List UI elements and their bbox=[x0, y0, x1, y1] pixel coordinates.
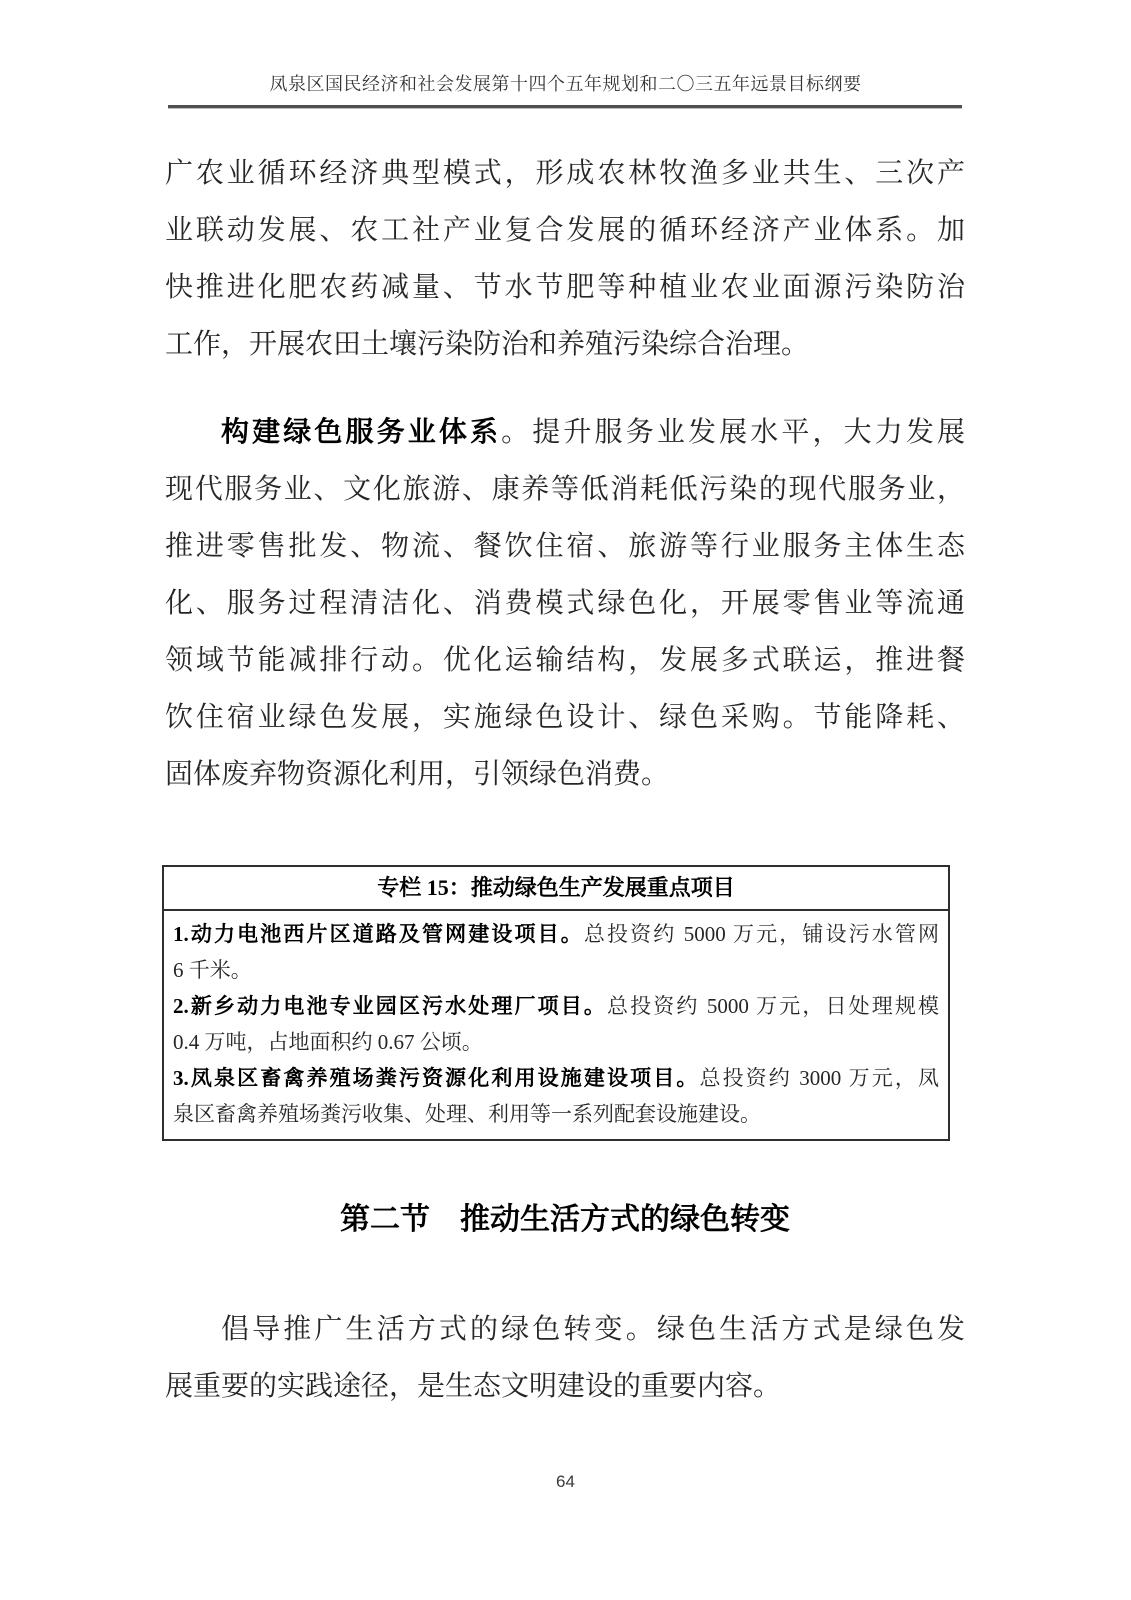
panel-body bbox=[164, 911, 948, 1139]
running-header bbox=[0, 0, 1131, 96]
text-line bbox=[165, 746, 965, 803]
section-heading: 第二节 推动生活方式的绿色转变 bbox=[340, 1203, 790, 1236]
text-line bbox=[165, 316, 965, 373]
paragraph-circular-agriculture bbox=[165, 145, 965, 373]
panel-title: 专栏 15：推动绿色生产发展重点项目 bbox=[164, 867, 948, 911]
line-text: 固体废弃物资源化利用，引领绿色消费。 bbox=[165, 759, 670, 790]
paragraph-green-lifestyle bbox=[165, 1301, 965, 1415]
bold-lead-text: 2.新乡动力电池专业园区污水处理厂项目。 bbox=[173, 994, 607, 1018]
text-line bbox=[165, 404, 965, 461]
text-line bbox=[165, 1301, 965, 1358]
text-line bbox=[165, 461, 965, 518]
line-text: 现代服务业、文化旅游、康养等低消耗低污染的现代服务业， bbox=[165, 474, 965, 505]
header-rule bbox=[168, 105, 962, 109]
line-text: 饮住宿业绿色发展，实施绿色设计、绿色采购。节能降耗、 bbox=[165, 702, 965, 733]
bold-lead-text: 3.凤泉区畜禽养殖场粪污资源化利用设施建设项目。 bbox=[173, 1066, 700, 1090]
line-text: 总投资约 3000 万元，凤 bbox=[699, 1066, 940, 1090]
line-text: 推进零售批发、物流、餐饮住宿、旅游等行业服务主体生态 bbox=[165, 531, 965, 562]
line-text: 领域节能减排行动。优化运输结构，发展多式联运，推进餐 bbox=[165, 645, 965, 676]
page-footer bbox=[0, 1472, 1131, 1492]
text-line bbox=[165, 1358, 965, 1415]
page-content bbox=[165, 145, 965, 1415]
text-line bbox=[173, 988, 939, 1024]
column-box-15 bbox=[162, 865, 950, 1141]
text-line bbox=[165, 689, 965, 746]
text-line bbox=[173, 952, 939, 988]
page-number: 64 bbox=[556, 1472, 575, 1491]
text-line bbox=[165, 145, 965, 202]
bold-lead-text: 构建绿色服务业体系 bbox=[221, 417, 502, 448]
text-line bbox=[165, 632, 965, 689]
paragraph-green-services bbox=[165, 404, 965, 803]
text-line bbox=[165, 202, 965, 259]
line-text: 0.4 万吨，占地面积约 0.67 公顷。 bbox=[173, 1030, 483, 1054]
line-text: 总投资约 5000 万元，日处理规模 bbox=[606, 994, 940, 1018]
line-text: 化、服务过程清洁化、消费模式绿色化，开展零售业等流通 bbox=[165, 588, 965, 619]
text-line bbox=[165, 575, 965, 632]
text-line bbox=[173, 916, 939, 952]
line-text: 。提升服务业发展水平，大力发展 bbox=[501, 417, 965, 448]
text-line bbox=[173, 1024, 939, 1060]
text-line bbox=[173, 1060, 939, 1096]
line-text: 快推进化肥农药减量、节水节肥等种植业农业面源污染防治 bbox=[165, 272, 965, 303]
line-text: 泉区畜禽养殖场粪污收集、处理、利用等一系列配套设施建设。 bbox=[173, 1102, 761, 1126]
text-line bbox=[165, 518, 965, 575]
line-text: 6 千米。 bbox=[173, 958, 252, 982]
line-text: 总投资约 5000 万元，铺设污水管网 bbox=[583, 922, 939, 946]
line-text: 展重要的实践途径，是生态文明建设的重要内容。 bbox=[165, 1371, 782, 1402]
text-line bbox=[173, 1096, 939, 1132]
line-text: 工作，开展农田土壤污染防治和养殖污染综合治理。 bbox=[165, 329, 810, 360]
line-text: 业联动发展、农工社产业复合发展的循环经济产业体系。加 bbox=[165, 215, 965, 246]
line-text: 广农业循环经济典型模式，形成农林牧渔多业共生、三次产 bbox=[165, 158, 965, 189]
line-text: 倡导推广生活方式的绿色转变。绿色生活方式是绿色发 bbox=[221, 1314, 965, 1345]
bold-lead-text: 1.动力电池西片区道路及管网建设项目。 bbox=[173, 922, 584, 946]
text-line bbox=[165, 259, 965, 316]
running-header-title: 凤泉区国民经济和社会发展第十四个五年规划和二〇三五年远景目标纲要 bbox=[269, 74, 862, 94]
